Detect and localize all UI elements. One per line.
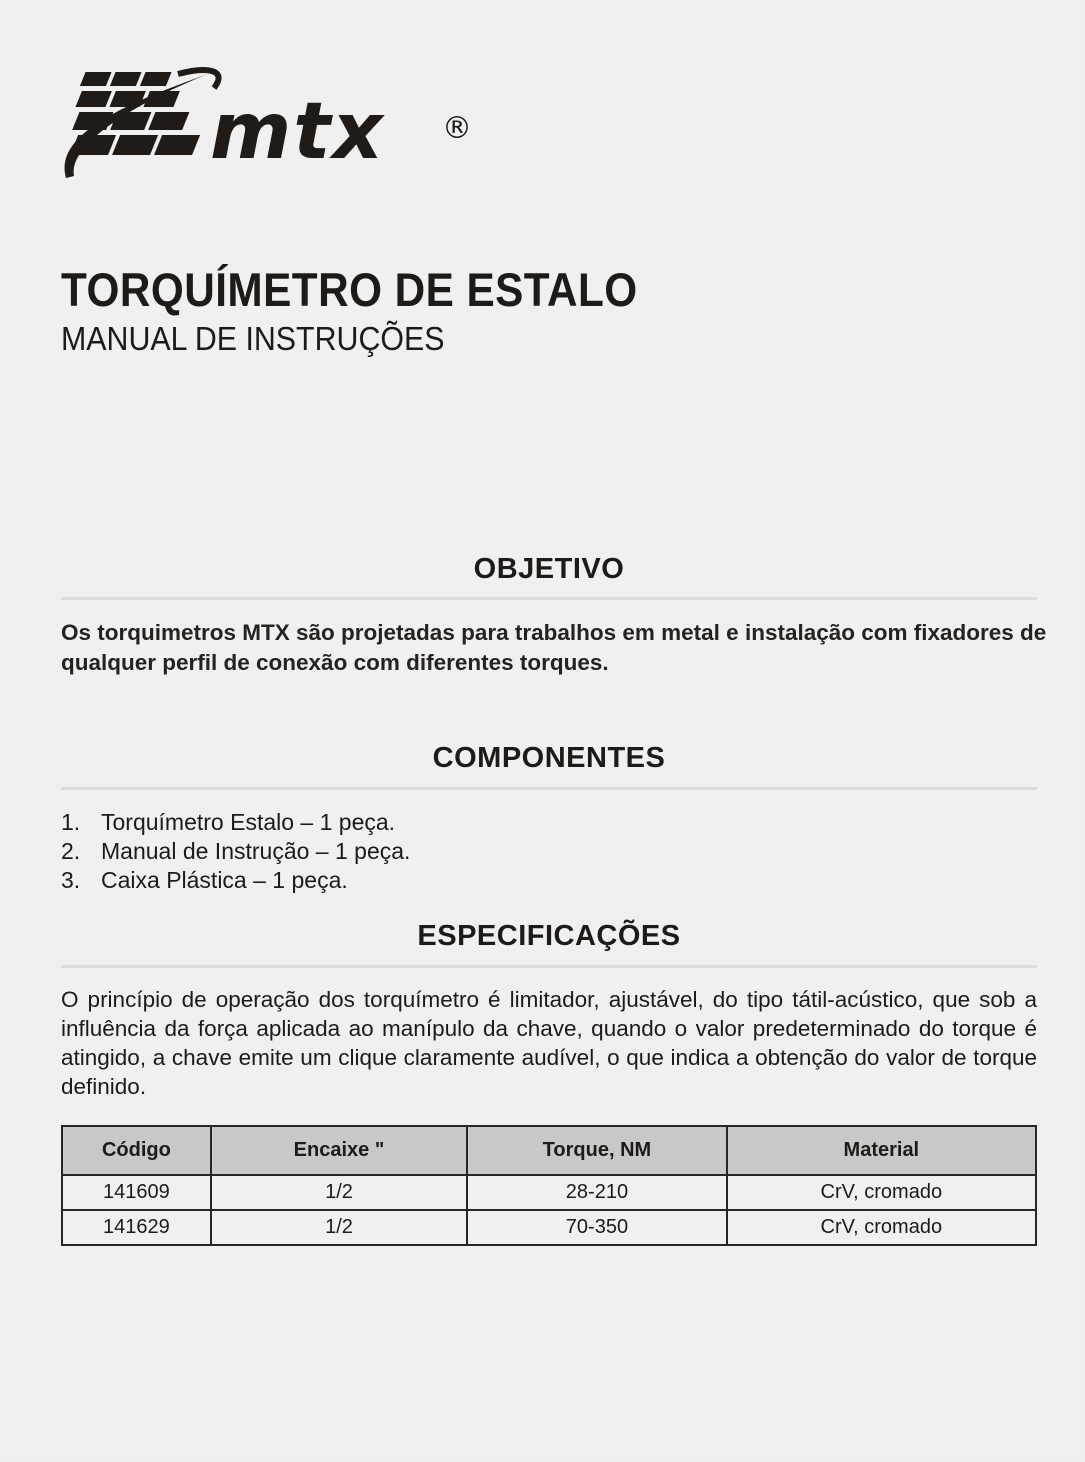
list-item-number: 2. [61,838,81,864]
specifications-heading: ESPECIFICAÇÕES [417,920,681,952]
cell-torque: 28-210 [467,1175,726,1210]
list-item [61,808,410,837]
list-item-number: 1. [61,809,81,835]
logo-wordmark: mtx [210,87,385,177]
registered-mark: ® [442,111,472,146]
document-subtitle: MANUAL DE INSTRUÇÕES [61,320,445,357]
column-header-socket: Encaixe " [211,1126,467,1175]
cell-code: 141629 [62,1210,211,1245]
list-item-text: Caixa Plástica – 1 peça. [101,867,348,893]
cell-material: CrV, cromado [727,1175,1036,1210]
cell-socket: 1/2 [211,1175,467,1210]
objective-text: Os torquimetros MTX são projetadas para trabalhos em metal e instalação com fixadores de qualquer perfil de conexão com diferentes torques. [61,620,1047,675]
column-header-torque: Torque, NM [467,1126,726,1175]
list-item [61,866,410,895]
list-item-number: 3. [61,867,81,893]
table-row [62,1175,1036,1210]
cell-code: 141609 [62,1175,211,1210]
components-divider [61,787,1037,790]
components-heading: COMPONENTES [432,742,666,774]
components-list [61,808,410,895]
cell-torque: 70-350 [467,1210,726,1245]
table-row [62,1210,1036,1245]
mtx-logo [58,66,478,190]
objective-divider [61,597,1037,600]
list-item-text: Manual de Instrução – 1 peça. [101,838,411,864]
table-header-row [62,1126,1036,1175]
specifications-table [61,1125,1037,1246]
list-item-text: Torquímetro Estalo – 1 peça. [101,809,396,835]
cell-socket: 1/2 [211,1210,467,1245]
cell-material: CrV, cromado [727,1210,1036,1245]
list-item [61,837,410,866]
specifications-divider [61,965,1037,968]
document-title: TORQUÍMETRO DE ESTALO [61,263,638,316]
column-header-code: Código [62,1126,211,1175]
column-header-material: Material [727,1126,1036,1175]
objective-heading: OBJETIVO [473,553,625,585]
specifications-text: O princípio de operação dos torquímetro é limitador, ajustável, do tipo tátil-acústico, que sob a influência da força aplicada ao manípulo da chave, quando o valor predeterminado do torque é atingido, a chave emite um clique claramente audível, o que indica a obtenção do valor de torque definido. [61,987,1037,1099]
